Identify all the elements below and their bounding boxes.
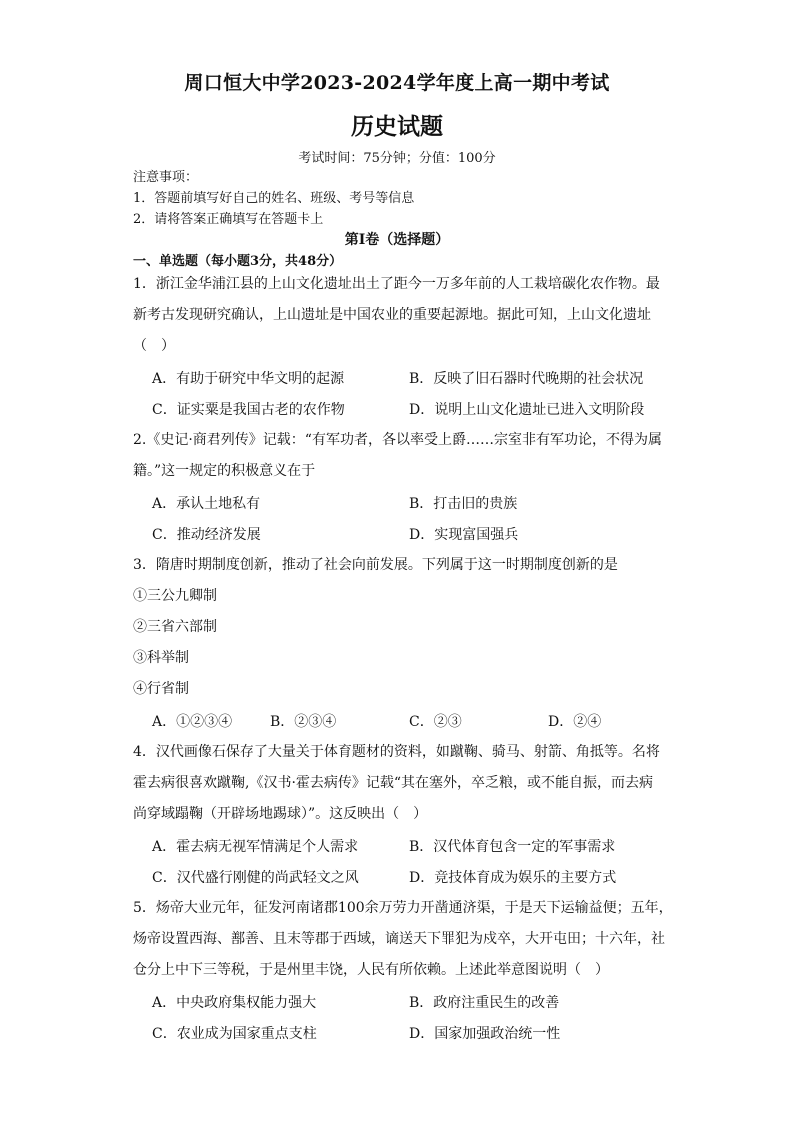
question-3-item: ④行省制 bbox=[133, 681, 189, 697]
question-3-option-d[interactable]: D．②④ bbox=[548, 714, 602, 730]
question-1-option-a[interactable]: A．有助于研究中华文明的起源 bbox=[152, 371, 345, 387]
question-3-option-c[interactable]: C．②③ bbox=[409, 714, 462, 730]
question-2-option-b[interactable]: B．打击旧的贵族 bbox=[409, 496, 518, 512]
question-1-stem-line: 1．浙江金华浦江县的上山文化遗址出土了距今一万多年前的人工栽培碳化农作物。最 bbox=[133, 276, 660, 292]
question-5-option-c[interactable]: C．农业成为国家重点支柱 bbox=[152, 1026, 317, 1042]
question-3-stem-line: 3．隋唐时期制度创新，推动了社会向前发展。下列属于这一时期制度创新的是 bbox=[133, 557, 618, 573]
note-item: 1．答题前填写好自己的姓名、班级、考号等信息 bbox=[133, 191, 415, 206]
question-2-option-a[interactable]: A．承认土地私有 bbox=[152, 496, 261, 512]
question-5-option-d[interactable]: D．国家加强政治统一性 bbox=[409, 1026, 561, 1042]
note-item: 2．请将答案正确填写在答题卡上 bbox=[133, 212, 324, 227]
question-5-option-a[interactable]: A．中央政府集权能力强大 bbox=[152, 995, 317, 1011]
question-3-item: ③科举制 bbox=[133, 650, 189, 666]
question-5-option-b[interactable]: B．政府注重民生的改善 bbox=[409, 995, 560, 1011]
question-4-option-b[interactable]: B．汉代体育包含一定的军事需求 bbox=[409, 839, 616, 855]
question-3-item: ①三公九卿制 bbox=[133, 588, 217, 604]
question-5-stem-line: 炀帝设置西海、鄯善、且末等郡于西域，谪送天下罪犯为戍卒，大开屯田；十六年，社 bbox=[133, 931, 665, 947]
question-2-option-d[interactable]: D．实现富国强兵 bbox=[409, 527, 519, 543]
question-4-option-a[interactable]: A．霍去病无视军情满足个人需求 bbox=[152, 839, 359, 855]
exam-meta: 考试时间：75分钟；分值：100分 bbox=[298, 151, 496, 166]
question-5-stem-line: 仓分上中下三等税，于是州里丰饶，人民有所依赖。上述此举意图说明（ ） bbox=[133, 962, 609, 978]
subject-title: 历史试题 bbox=[351, 113, 443, 140]
exam-title: 周口恒大中学2023-2024学年度上高一期中考试 bbox=[184, 72, 610, 94]
question-1-option-b[interactable]: B．反映了旧石器时代晚期的社会状况 bbox=[409, 371, 644, 387]
question-3-option-a[interactable]: A．①②③④ bbox=[152, 714, 233, 730]
question-type-heading: 一、单选题（每小题3分，共48分） bbox=[133, 254, 343, 269]
question-4-stem-line: 4．汉代画像石保存了大量关于体育题材的资料，如蹴鞠、骑马、射箭、角抵等。名将 bbox=[133, 744, 660, 760]
question-2-option-c[interactable]: C．推动经济发展 bbox=[152, 527, 261, 543]
question-4-stem-line: 尚穿域蹋鞠（开辟场地踢球）”。这反映出（ ） bbox=[133, 806, 428, 822]
question-4-option-d[interactable]: D．竞技体育成为娱乐的主要方式 bbox=[409, 870, 617, 886]
question-2-stem-line: 籍。”这一规定的积极意义在于 bbox=[133, 463, 316, 479]
question-3-item: ②三省六部制 bbox=[133, 619, 217, 635]
question-4-stem-line: 霍去病很喜欢蹴鞠,《汉书·霍去病传》记载“其在塞外，卒乏粮，或不能自振，而去病 bbox=[133, 775, 654, 791]
question-3-option-b[interactable]: B．②③④ bbox=[270, 714, 337, 730]
question-1-option-c[interactable]: C．证实粟是我国古老的农作物 bbox=[152, 402, 345, 418]
question-1-stem-line: （ ） bbox=[133, 338, 175, 354]
question-5-stem-line: 5．炀帝大业元年，征发河南诸郡100余万劳力开凿通济渠，于是天下运输益便；五年， bbox=[133, 900, 673, 916]
question-4-option-c[interactable]: C．汉代盛行刚健的尚武轻文之风 bbox=[152, 870, 359, 886]
section-title: 第I卷（选择题） bbox=[344, 232, 450, 248]
notes-heading: 注意事项： bbox=[133, 170, 199, 185]
question-1-stem-line: 新考古发现研究确认，上山遗址是中国农业的重要起源地。据此可知，上山文化遗址 bbox=[133, 307, 651, 323]
question-1-option-d[interactable]: D．说明上山文化遗址已进入文明阶段 bbox=[409, 402, 645, 418]
question-2-stem-line: 2.《史记·商君列传》记载：“有军功者，各以率受上爵……宗室非有军功论，不得为属 bbox=[133, 432, 662, 448]
